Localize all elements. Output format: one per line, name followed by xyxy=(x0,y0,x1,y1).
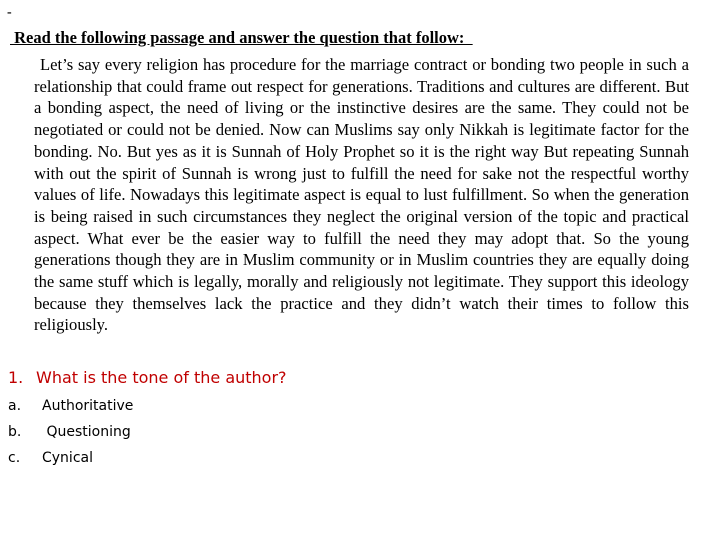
stray-dash: - xyxy=(7,5,12,20)
option-text: Authoritative xyxy=(42,398,134,414)
question-text: What is the tone of the author? xyxy=(36,368,287,387)
option-letter: c. xyxy=(8,450,21,466)
option-text: Questioning xyxy=(42,424,131,440)
answer-options xyxy=(8,393,133,471)
reading-passage: Let’s say every religion has procedure for the marriage contract or bonding two people in such a relationship that could frame out respect for generations. Traditions and cultures are different. But a bonding aspect, the need of living or the instinctive desires are the same. They could not be negotiated or could not be denied. Now can Muslims say only Nikkah is legitimate factor for the bonding. No. But yes as it is Sunnah of Holy Prophet so it is the right way But repeating Sunnah with out the spirit of Sunnah is wrong just to fulfill the need for sake not the respectful worthy values of life. Nowadays this legitimate aspect is equal to lust fulfillment. So when the generation is being raised in such circumstances they neglect the original version of the topic and practical aspect. What ever be the easier way to fulfill the need they may adopt that. So the young generations though they are in Muslim community or in Muslim countries they are equally doing the same stuff which is legally, morally and religiously not legitimate. They support this ideology because they themselves lack the practice and they didn’t watch their times to follow this religiously. xyxy=(34,55,689,335)
option-letter: a. xyxy=(8,398,22,414)
option-c xyxy=(8,445,133,471)
option-b xyxy=(8,419,133,445)
option-letter: b. xyxy=(8,424,22,440)
instruction-heading: Read the following passage and answer the question that follow: xyxy=(10,28,473,47)
option-a xyxy=(8,393,133,419)
question-number: 1. xyxy=(8,368,24,387)
option-text: Cynical xyxy=(42,450,93,466)
question-1 xyxy=(8,366,287,390)
